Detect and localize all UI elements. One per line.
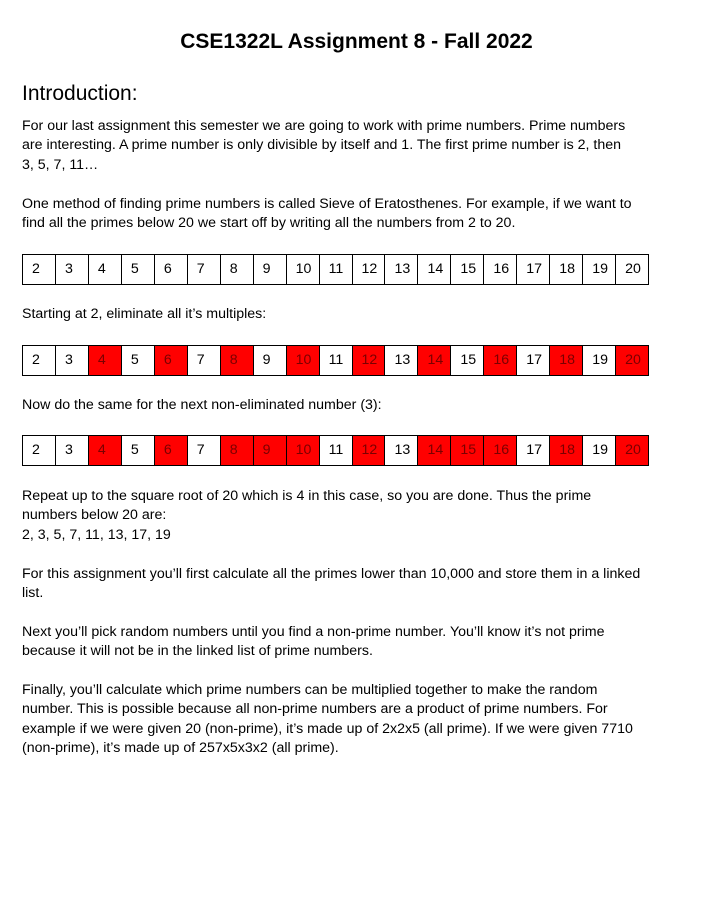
number-cell: 11 (319, 436, 352, 465)
eliminated-number-cell: 15 (450, 436, 483, 465)
random-number-paragraph: Next you’ll pick random numbers until you find a non-prime number. You’ll know it’s not prime because it will not be in the linked list of prime numbers. (22, 624, 605, 660)
number-cell: 17 (516, 346, 549, 375)
number-cell: 2 (23, 255, 55, 284)
eliminated-number-cell: 12 (352, 346, 385, 375)
number-cell: 12 (352, 255, 385, 284)
number-cell: 17 (516, 255, 549, 284)
introduction-heading: Introduction: (22, 82, 138, 105)
eliminated-number-cell: 14 (417, 436, 450, 465)
eliminate-twos-paragraph: Starting at 2, eliminate all it’s multiples: (22, 306, 267, 322)
number-cell: 19 (582, 346, 615, 375)
number-cell: 10 (286, 255, 319, 284)
number-cell: 19 (582, 436, 615, 465)
number-cell: 2 (23, 436, 55, 465)
eliminated-number-cell: 9 (253, 436, 286, 465)
eliminated-number-cell: 18 (549, 346, 582, 375)
number-cell: 20 (615, 255, 648, 284)
number-cell: 2 (23, 346, 55, 375)
number-cell: 6 (154, 255, 187, 284)
eliminated-number-cell: 8 (220, 346, 253, 375)
number-cell: 18 (549, 255, 582, 284)
eliminate-threes-paragraph: Now do the same for the next non-eliminated number (3): (22, 397, 382, 413)
eliminated-number-cell: 16 (483, 436, 516, 465)
number-cell: 7 (187, 255, 220, 284)
eliminated-number-cell: 14 (417, 346, 450, 375)
eliminated-number-cell: 18 (549, 436, 582, 465)
number-cell: 3 (55, 346, 88, 375)
sieve-table-after-3 (22, 435, 649, 466)
sieve-method-paragraph: One method of finding prime numbers is called Sieve of Eratosthenes. For example, if we want to find all the primes below 20 we start off by writing all the numbers from 2 to 20. (22, 196, 632, 232)
number-cell: 15 (450, 346, 483, 375)
eliminated-number-cell: 20 (615, 436, 648, 465)
sieve-table-initial (22, 254, 649, 285)
number-cell: 13 (384, 255, 417, 284)
number-cell: 17 (516, 436, 549, 465)
number-cell: 5 (121, 436, 154, 465)
number-cell: 7 (187, 436, 220, 465)
number-cell: 3 (55, 436, 88, 465)
factorization-paragraph: Finally, you’ll calculate which prime numbers can be multiplied together to make the random number. This is possible because all non-prime numbers are a product of prime numbers. For example if we were given 20 (non-prime), it’s made up of 2x2x5 (all prime). If we were given 7710 (non-prime), it’s made up of 257x5x3x2 (all prime). (22, 682, 633, 757)
sieve-table-after-2 (22, 345, 649, 376)
number-cell: 11 (319, 346, 352, 375)
number-cell: 7 (187, 346, 220, 375)
eliminated-number-cell: 6 (154, 346, 187, 375)
number-cell: 5 (121, 346, 154, 375)
eliminated-number-cell: 20 (615, 346, 648, 375)
number-cell: 5 (121, 255, 154, 284)
number-cell: 19 (582, 255, 615, 284)
eliminated-number-cell: 10 (286, 436, 319, 465)
number-cell: 9 (253, 255, 286, 284)
linked-list-paragraph: For this assignment you’ll first calculate all the primes lower than 10,000 and store them in a linked list. (22, 566, 641, 602)
number-cell: 3 (55, 255, 88, 284)
number-cell: 11 (319, 255, 352, 284)
eliminated-number-cell: 6 (154, 436, 187, 465)
number-cell: 15 (450, 255, 483, 284)
intro-paragraph: For our last assignment this semester we are going to work with prime numbers. Prime numbers are interesting. A prime number is only divisible by itself and 1. The first prime number is 2, then 3, 5, 7, 11… (22, 118, 626, 173)
number-cell: 14 (417, 255, 450, 284)
document-title: CSE1322L Assignment 8 - Fall 2022 (180, 30, 533, 53)
number-cell: 8 (220, 255, 253, 284)
number-cell: 4 (88, 255, 121, 284)
number-cell: 16 (483, 255, 516, 284)
eliminated-number-cell: 12 (352, 436, 385, 465)
eliminated-number-cell: 4 (88, 436, 121, 465)
number-cell: 9 (253, 346, 286, 375)
number-cell: 13 (384, 346, 417, 375)
number-cell: 13 (384, 436, 417, 465)
eliminated-number-cell: 4 (88, 346, 121, 375)
eliminated-number-cell: 10 (286, 346, 319, 375)
eliminated-number-cell: 16 (483, 346, 516, 375)
primes-below-20-paragraph: Repeat up to the square root of 20 which is 4 in this case, so you are done. Thus the prime numbers below 20 are: 2, 3, 5, 7, 11, 13, 17, 19 (22, 488, 592, 543)
eliminated-number-cell: 8 (220, 436, 253, 465)
